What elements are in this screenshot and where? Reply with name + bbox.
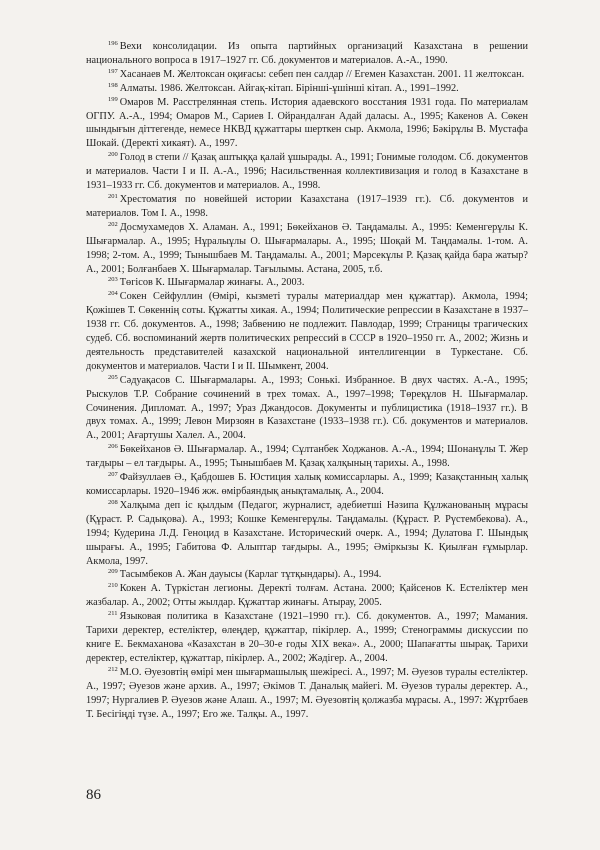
footnote-number: 196 xyxy=(108,40,118,47)
footnote xyxy=(86,96,528,152)
footnote-number: 212 xyxy=(108,665,118,673)
footnote-text: Сәдуақасов С. Шығармалары. А., 1993; Сонькі. Избранное. В двух частях. А.-А., 1995; Рыскулов Т.Р. Собрание сочинений в трех томах. А., 1997–1998; Төреқұлов Н. Шығармалар. Сочинения. Дипломат. А., 1997; Ураз Джандосов. Документы и публицистика (1918–1937 гг.). В двух томах. А., 1999; Левон Мирзоян в Казахстане (1933–1938 гг.). Сб. документов и материалов. А., 2001; Ағартушы Халел. А., 2004. xyxy=(86,374,528,442)
footnote-list xyxy=(86,40,528,721)
footnote-number: 202 xyxy=(108,220,118,228)
footnote-text: Языковая политика в Казахстане (1921–1990 гг.). Сб. документов. А., 1997; Мамания. Тарихи деректер, естеліктер, өлеңдер, құжаттар, пікірлер. А., 1999; Стенограммы дискуссии по книге Е. Бекмаханова «Казахстан в 20–30-е годы XIX века». А., 2000; Шапағатты шырақ. Тарихи деректер, естеліктер, құжаттар, пікірлер. А., 2002; Жәдігер. А., 2004. xyxy=(86,611,528,664)
footnote xyxy=(86,374,528,444)
footnote-text: Вехи консолидации. Из опыта партийных организаций Казахстана в решении национального вопроса в 1917–1927 гг. Сб. документов и материалов. А.-А., 1990. xyxy=(86,41,528,66)
footnote-number: 206 xyxy=(108,443,118,451)
footnote xyxy=(86,276,528,290)
footnote xyxy=(86,568,528,582)
footnote xyxy=(86,666,528,722)
footnote-number: 210 xyxy=(108,582,118,590)
footnote-number: 208 xyxy=(108,498,118,506)
footnote-number: 197 xyxy=(108,67,118,75)
page-number: 86 xyxy=(86,787,101,803)
footnote-number: 199 xyxy=(108,95,118,103)
footnote xyxy=(86,610,528,666)
footnote xyxy=(86,40,528,68)
footnote-number: 200 xyxy=(108,151,118,159)
footnote xyxy=(86,68,528,82)
footnote xyxy=(86,499,528,569)
footnote-text: Хрестоматия по новейшей истории Казахстана (1917–1939 гг.). Сб. документов и материалов. Том I. А., 1998. xyxy=(86,193,528,219)
footnote xyxy=(86,471,528,499)
footnote-text: Халқыма деп іс қылдым (Педагог, журналист, әдебиетші Нәзипа Құлжанованың мұрасы (Құраст. Р. Садықова). А., 1993; Кошке Кеменгерұлы. Таңдамалы. (Құраст. Р. Рүстембекова). А., 1994; Кудерина Л.Д. Геноцид в Казахстане. Исторический очерк. А., 1994; Дулатова Г. Шындық шырағы. А., 1995; Габитова Ф. Алыптар тағдыры. А., 1995; Әміркызы К. Қиылған ғұмырлар. Акмола, 1997. xyxy=(86,499,528,567)
footnote-number: 207 xyxy=(108,471,118,479)
footnote-text: Омаров М. Расстрелянная степь. История адаевского восстания 1931 года. По материалам ОГПУ. А.-А., 1994; Омаров М., Сариев І. Ойрандалған Адай даласы. А., 1995; Какенов А. Сөкен шындығын діттегенде, немесе НКВД құжаттары шерткен сыр. Акмола, 1996; Бәкірұлы В. Мустафа Шокай. (Деректі хикаят). А., 1997. xyxy=(86,96,528,150)
footnote-text: Тасымбеков А. Жан дауысы (Карлаг тұтқындары). А., 1994. xyxy=(119,569,382,581)
footnote-text: Алматы. 1986. Желтоксан. Айгақ-кітап. Бірінші-ұшінші кітап. А., 1991–1992. xyxy=(119,82,459,94)
footnote xyxy=(86,82,528,96)
footnote-text: Бөкейханов Ә. Шығармалар. А., 1994; Сұлтанбек Ходжанов. А.-А., 1994; Шонанұлы Т. Жер тағдыры – ел тағдыры. А., 1995; Тынышбаев М. Қазақ халқының тарихы. А., 1998. xyxy=(86,444,528,470)
footnote-number: 201 xyxy=(108,192,118,200)
footnote-number: 205 xyxy=(108,373,118,381)
footnote-text: М.О. Әуезовтің өмірі мен шығармашылық шежіресі. А., 1997; М. Әуезов туралы естеліктер. А., 1997; Әуезов және архив. А., 1997; Әкімов Т. Даналық майегі. М. Әуезов туралы деректер. А., 1997; Нургалиев Р. Әуезов және Алаш. А., 1997; М. Әуезовтің қолжазба мұрасы. А., 1997: Жұртбаев Т. Бесігіңді түзе. А., 1997; Его же. Талқы. А., 1997. xyxy=(86,666,528,720)
footnote xyxy=(86,221,528,277)
footnote-text: Кокен А. Түркістан легионы. Деректі толғам. Астана. 2000; Қайсенов К. Естеліктер мен жазбалар. А., 2002; Отты жылдар. Құжаттар жинағы. Атырау, 2005. xyxy=(86,583,528,609)
footnote-number: 204 xyxy=(108,290,118,298)
footnote-text: Файзуллаев Ә., Қабдошев Б. Юстиция халық комиссарлары. А., 1999; Казақстанның халық комиссарлары. 1920–1946 жж. өмірбаяндық анықтамалық. А., 2004. xyxy=(86,472,528,497)
footnote-text: Досмухамедов Х. Аламан. А., 1991; Бөкейханов Ә. Таңдамалы. А., 1995: Кеменгерұлы К. Шығармалар. А., 1995; Нұралыұлы О. Шығармалары. А., 1995; Шоқай М. Таңдамалы. 1-том. А. 1998; 2-том. А., 1999; Тынышбаев М. Таңдамалы. А., 2001; Мәрсекұлы Р. Қазақ қайда бара жатыр? А., 2001; Болғанбаев Х. Шығармалар. Тағылымы. Астана, 2005, т.б. xyxy=(86,221,528,275)
footnote-text: Хасанаев М. Желтоксан оқиғасы: себеп пен салдар // Егемен Казахстан. 2001. 11 желтоксан. xyxy=(119,68,525,80)
footnote-text: Сокен Сейфуллин (Өмірі, кызметі туралы материалдар мен құжаттар). Акмола, 1994; Қожішев Т. Сөкеннің соты. Құжатты хикая. А., 1994; Политические репрессии в Казахстане в 1937–1938 гг. Сб. документов. А., 1998; Забвению не подлежит. Павлодар, 1999; Страницы трагических судеб. Сб. воспоминаний жертв политических репрессий в СССР в 1920–1950 гг. А., 2002; Жизнь и деятельность представителей казахской национальной интеллигенции в Туркестане. Сб. документов и материалов. Части I и II. Шымкент, 2004. xyxy=(86,291,528,372)
footnote xyxy=(86,582,528,610)
footnote-text: Төгісов К. Шығармалар жинағы. А., 2003. xyxy=(119,277,305,289)
footnote-number: 209 xyxy=(108,568,118,576)
footnote-text: Голод в степи // Қазақ аштыққа қалай ұшырады. А., 1991; Гонимые голодом. Сб. документов и материалов. Части I и II. А.-А., 1996; Насильственная коллективизация и голод в Казахстане в 1931–1933 гг. Сб. документов и материалов. А., 1998. xyxy=(86,152,528,192)
footnote xyxy=(86,151,528,193)
footnote-number: 198 xyxy=(108,81,118,89)
footnote-number: 211 xyxy=(108,610,118,618)
footnote xyxy=(86,290,528,373)
footnote-number: 203 xyxy=(108,276,118,284)
footnote xyxy=(86,193,528,221)
footnote xyxy=(86,443,528,471)
